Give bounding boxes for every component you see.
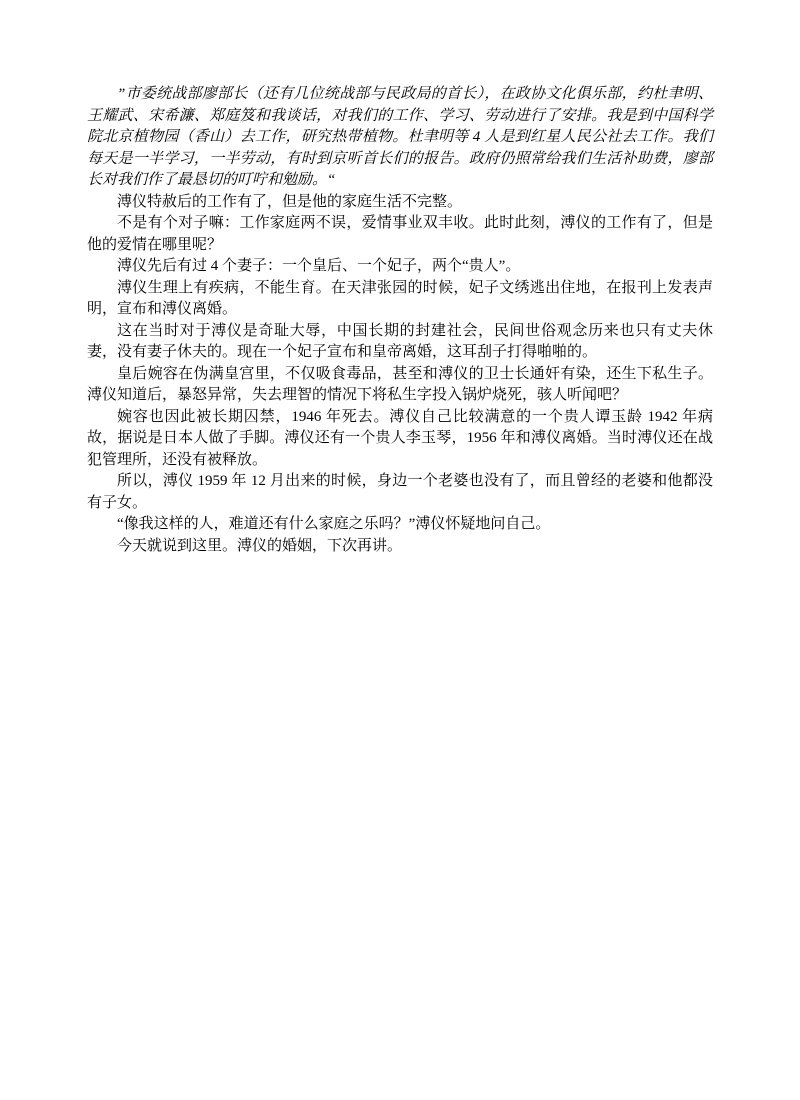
document-text-block <box>87 84 713 557</box>
paragraph: 溥仪生理上有疾病，不能生育。在天津张园的时候，妃子文绣逃出住地，在报刊上发表声明，宣布和溥仪离婚。 <box>87 279 713 317</box>
paragraph: 溥仪特赦后的工作有了，但是他的家庭生活不完整。 <box>117 193 463 210</box>
paragraph: 今天就说到这里。溥仪的婚姻，下次再讲。 <box>117 537 403 554</box>
paragraph: 这在当时对于溥仪是奇耻大辱，中国长期的封建社会，民间世俗观念历来也只有丈夫休妻，没有妻子休夫的。现在一个妃子宣布和皇帝离婚，这耳刮子打得啪啪的。 <box>87 322 713 360</box>
paragraph: 不是有个对子嘛：工作家庭两不误，爱情事业双丰收。此时此刻，溥仪的工作有了，但是他的爱情在哪里呢？ <box>87 215 713 253</box>
paragraph: 溥仪先后有过 4 个妻子：一个皇后、一个妃子，两个“贵人”。 <box>117 258 521 274</box>
paragraph-quoted-letter: ”市委统战部廖部长（还有几位统战部与民政局的首长），在政协文化俱乐部，约杜聿明、王耀武、宋希濂、郑庭笈和我谈话，对我们的工作、学习、劳动进行了安排。我是到中国科学院北京植物园（香山）去工作，研究热带植物。杜聿明等 4 人是到红星人民公社去工作。我们每天是一半学习，一半劳动，有时到京听首长们的报告。政府仍照常给我们生活补助费，廖部长对我们作了最恳切的叮咛和勉励。“ <box>87 86 713 188</box>
paragraph: 婉容也因此被长期囚禁，1946 年死去。溥仪自己比较满意的一个贵人谭玉龄 1942 年病故，据说是日本人做了手脚。溥仪还有一个贵人李玉琴，1956 年和溥仪离婚。当时溥仪还在战犯管理所，还没有被释放。 <box>87 408 713 468</box>
paragraph: “像我这样的人，难道还有什么家庭之乐吗？”溥仪怀疑地问自己。 <box>117 516 551 532</box>
paragraph: 所以，溥仪 1959 年 12 月出来的时候，身边一个老婆也没有了，而且曾经的老婆和他都没有子女。 <box>87 473 713 511</box>
paragraph: 皇后婉容在伪满皇宫里，不仅吸食毒品，甚至和溥仪的卫士长通奸有染，还生下私生子。溥仪知道后，暴怒异常，失去理智的情况下将私生字投入锅炉烧死，骇人听闻吧？ <box>87 365 713 403</box>
